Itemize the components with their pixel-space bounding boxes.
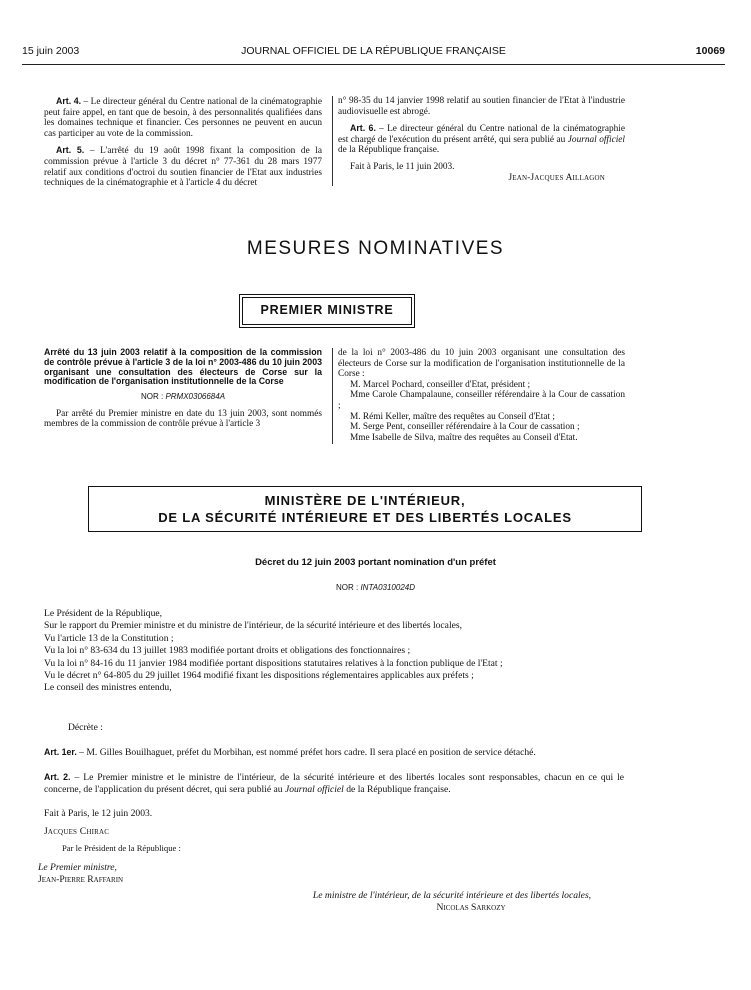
decret-article-1-label: Art. 1er.	[44, 747, 77, 757]
member-item: M. Rémi Keller, maître des requêtes au Conseil d'Etat ;	[350, 411, 556, 422]
pm-title: Le Premier ministre,	[38, 862, 117, 873]
decret-president: Le Président de la République,	[44, 608, 163, 619]
article-5-text: – L'arrêté du 19 août 1998 fixant la composition de la commission prévue à l'article 3 du décret n° 77-361 du 28 mars 1977 relatif aux conditions d'octroi du soutien financier de l'Etat aux industries techniques de la cinématographie et à l'article 4 du décret	[44, 146, 323, 189]
article-6-end: de la République française.	[338, 145, 440, 156]
fait-a-paris-2: Fait à Paris, le 12 juin 2003.	[44, 808, 153, 819]
ministere-line-2: DE LA SÉCURITÉ INTÉRIEURE ET DES LIBERTÉS LOCALES	[158, 510, 572, 525]
running-header	[22, 45, 725, 61]
header-page-number: 10069	[695, 45, 725, 57]
article-4-text: – Le directeur général du Centre national de la cinématographie peut faire appel, en tant que de besoin, à des personnalités qualifiées dans les domaines technique et financier. Ces personnes ne peuvent en aucun cas participer au vote de la commission.	[44, 97, 322, 139]
arrete-title: Arrêté du 13 juin 2003 relatif à la composition de la commission de contrôle prévue à l'article 3 de la loi n° 2003-486 du 10 juin 2003 organisant une consultation des électeurs de Corse sur la modification de l'organisation institutionnelle de la Corse	[44, 347, 322, 387]
ministere-box	[88, 486, 642, 532]
decret-rapport: Sur le rapport du Premier ministre et du ministre de l'intérieur, de la sécurité intérieure et des libertés locales,	[44, 620, 462, 632]
top-right-column	[338, 96, 625, 189]
ministere-line-1: MINISTÈRE DE L'INTÉRIEUR,	[264, 493, 466, 508]
column-divider-top	[332, 96, 333, 186]
fait-a-paris-1: Fait à Paris, le 11 juin 2003.	[350, 161, 455, 172]
decret-article-1	[44, 746, 624, 759]
header-rule	[22, 64, 725, 65]
minister-title: Le ministre de l'intérieur, de la sécurité intérieure et des libertés locales,	[312, 890, 592, 901]
member-item: M. Serge Pent, conseiller référendaire à la Cour de cassation ;	[350, 422, 580, 433]
decret-nor-label: NOR :	[335, 583, 359, 592]
arrete-nor-label: NOR :	[140, 392, 164, 402]
header-journal-title: JOURNAL OFFICIEL DE LA RÉPUBLIQUE FRANÇAISE	[241, 45, 506, 57]
ministre-signature	[282, 890, 622, 914]
article-6-text: – Le directeur général du Centre national de la cinématographie est chargé de l'exécution du présent arrêté, qui sera publié au	[338, 124, 625, 145]
column-divider-arrete	[332, 348, 333, 444]
decrete: Décrète :	[68, 722, 103, 733]
pm-name: Jean-Pierre Raffarin	[38, 874, 124, 886]
decret-article-2-label: Art. 2.	[44, 772, 71, 782]
arrete-intro: Par arrêté du Premier ministre en date du 13 juin 2003, sont nommés membres de la commission de contrôle prévue à l'article 3	[44, 408, 322, 430]
arrete-right-column	[338, 348, 625, 443]
member-item: Mme Carole Champalaune, conseiller référendaire à la Cour de cassation ;	[338, 390, 625, 411]
signature-aillagon: Jean-Jacques Aillagon	[508, 172, 605, 183]
decret-article-2	[44, 771, 624, 797]
signature-chirac: Jacques Chirac	[44, 826, 110, 837]
visa-item: Vu le décret n° 64-805 du 29 juillet 1964 modifié fixant les dispositions réglementaires applicables aux préfets ;	[44, 670, 474, 682]
article-6-label: Art. 6.	[350, 123, 376, 134]
article-5-label: Art. 5.	[56, 145, 85, 156]
article-4-label: Art. 4.	[56, 96, 82, 106]
article-4	[44, 96, 322, 139]
visa-item: Vu la loi n° 83-634 du 13 juillet 1983 modifiée portant droits et obligations des fonctionnaires ;	[44, 645, 411, 657]
visa-item: Vu la loi n° 84-16 du 11 janvier 1984 modifiée portant dispositions statutaires relatives à la fonction publique de l'Etat ;	[44, 657, 503, 669]
member-item: Mme Isabelle de Silva, maître des requêtes au Conseil d'Etat.	[350, 432, 578, 443]
premier-ministre-signature	[38, 862, 618, 887]
decret-article-1-text: – M. Gilles Bouilhaguet, préfet du Morbihan, est nommé préfet hors cadre. Il sera placé en position de service détaché.	[79, 747, 536, 758]
article-6	[338, 123, 625, 156]
decret-article-2-end: de la République française.	[346, 784, 451, 796]
arrete-nor	[44, 392, 322, 403]
arrete-nor-code: PRMX0306684A	[165, 392, 226, 402]
arrete-left-column	[44, 348, 322, 430]
article-6-journal: Journal officiel	[567, 134, 626, 145]
decret-preamble	[44, 608, 624, 695]
decret-title: Décret du 12 juin 2003 portant nomination d'un préfet	[255, 557, 496, 568]
premier-ministre-box: PREMIER MINISTRE	[242, 297, 412, 325]
decret-nor	[0, 583, 751, 592]
decret-article-2-journal: Journal officiel	[284, 784, 344, 796]
decret-nor-code: INTA0310024D	[360, 583, 416, 592]
minister-name: Nicolas Sarkozy	[436, 902, 506, 913]
arrete-right-intro: de la loi n° 2003-486 du 10 juin 2003 organisant une consultation des électeurs de Corse sur la modification de l'organisation institutionnelle de la Corse :	[338, 348, 625, 380]
section-title: MESURES NOMINATIVES	[246, 238, 505, 259]
par-le-president: Par le Président de la République :	[62, 843, 181, 853]
member-item: M. Marcel Pochard, conseiller d'Etat, président ;	[350, 379, 531, 390]
decret-conseil: Le conseil des ministres entendu,	[44, 682, 172, 694]
decret-article-2-text: – Le Premier ministre et le ministre de l'intérieur, de la sécurité intérieure et des libertés locales sont responsables, chacun en ce qui le concerne, de l'application du présent décret, qui sera publié au	[44, 772, 624, 796]
header-date: 15 juin 2003	[22, 45, 80, 57]
article-5	[44, 145, 322, 188]
visa-item: Vu l'article 13 de la Constitution ;	[44, 632, 174, 644]
article-5-continuation: n° 98-35 du 14 janvier 1998 relatif au soutien financier de l'Etat à l'industrie audiovisuelle est abrogé.	[338, 96, 625, 117]
top-left-column	[44, 96, 322, 189]
